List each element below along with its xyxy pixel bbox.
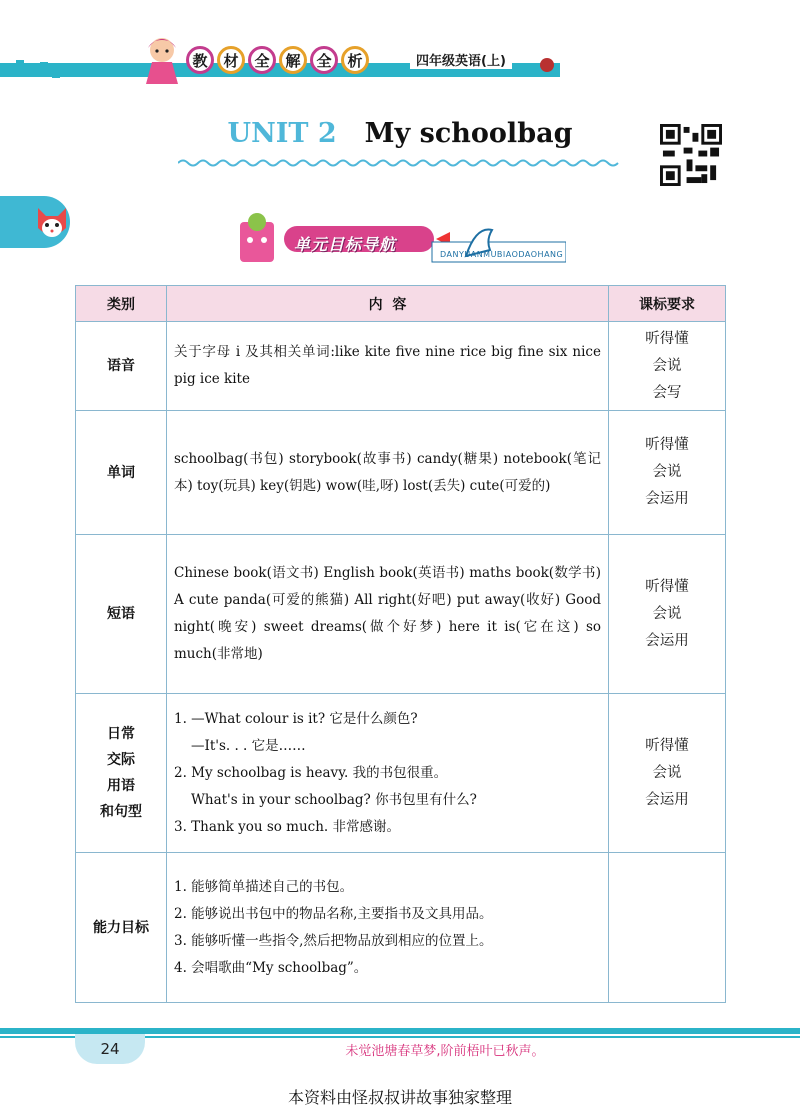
requirement-line: 听得懂 xyxy=(645,437,689,453)
category-line: 日常 xyxy=(107,726,135,742)
girl-mascot-icon xyxy=(140,34,184,86)
series-char: 解 xyxy=(279,46,307,74)
requirement-line: 会写 xyxy=(652,384,682,401)
page-number: 24 xyxy=(75,1034,145,1064)
table-header-row xyxy=(76,286,726,322)
series-char: 析 xyxy=(341,46,369,74)
requirement-line: 会说 xyxy=(652,764,682,781)
content-line: 3. Thank you so much. 非常感谢。 xyxy=(174,818,401,835)
requirement-line: 会运用 xyxy=(645,632,689,649)
category-line: 短语 xyxy=(107,606,135,622)
category-line: 能力目标 xyxy=(93,919,149,936)
source-notice: 本资料由怪叔叔讲故事独家整理 xyxy=(287,1088,512,1107)
requirement-line: 会说 xyxy=(652,605,682,622)
series-title xyxy=(186,46,369,76)
content-line: 2. My schoolbag is heavy. 我的书包很重。 xyxy=(174,764,448,781)
row-content xyxy=(167,694,609,853)
row-requirement xyxy=(609,694,726,853)
content-line: 关于字母 i 及其相关单词:like kite five nine rice big fine six nice pig ice kite xyxy=(174,344,601,387)
row-category xyxy=(76,322,167,411)
content-line: Chinese book(语文书) English book(英语书) maths book(数学书) A cute panda(可爱的熊猫) All right(好吧) put away(收好) Good night(晚安) sweet dreams(做个好梦) here it is(它在这) so much(非常地) xyxy=(174,565,601,662)
header-content: 内 容 xyxy=(167,286,609,322)
title-wave-divider xyxy=(178,158,624,168)
row-content xyxy=(167,853,609,1003)
requirement-line: 会说 xyxy=(652,357,682,374)
section-badge-label: 单元目标导航 xyxy=(294,235,397,254)
content-line: 4. 会唱歌曲“My schoolbag”。 xyxy=(174,959,368,976)
requirement-line: 会运用 xyxy=(645,491,689,507)
header-dot-icon xyxy=(540,58,554,72)
qr-code-icon[interactable] xyxy=(660,124,722,186)
row-category xyxy=(76,411,167,535)
row-category xyxy=(76,535,167,694)
header-requirement: 课标要求 xyxy=(609,286,726,322)
requirement-line: 听得懂 xyxy=(645,330,689,347)
table-row xyxy=(76,322,726,411)
table-row xyxy=(76,853,726,1003)
row-requirement xyxy=(609,853,726,1003)
table-row xyxy=(76,535,726,694)
row-requirement xyxy=(609,322,726,411)
requirement-line: 听得懂 xyxy=(645,737,689,754)
page-header xyxy=(0,30,800,90)
content-line: 1. 能够简单描述自己的书包。 xyxy=(174,878,354,895)
header-category: 类别 xyxy=(76,286,167,322)
category-line: 单词 xyxy=(107,464,135,481)
objectives-table xyxy=(75,285,726,1003)
row-requirement xyxy=(609,411,726,535)
content-line: What's in your schoolbag? 你书包里有什么? xyxy=(191,791,477,808)
unit-number: UNIT 2 xyxy=(227,118,337,149)
series-char: 材 xyxy=(217,46,245,74)
row-content xyxy=(167,411,609,535)
unit-name: My schoolbag xyxy=(364,118,573,149)
content-line: 1. —What colour is it? 它是什么颜色? xyxy=(174,710,418,727)
section-badge xyxy=(236,212,566,274)
fox-mascot-icon xyxy=(34,202,70,242)
content-line: 2. 能够说出书包中的物品名称,主要指书及文具用品。 xyxy=(174,905,493,922)
grade-label: 四年级英语(上) xyxy=(410,50,512,69)
series-char: 全 xyxy=(248,46,276,74)
series-char: 教 xyxy=(186,46,214,74)
table-row xyxy=(76,694,726,853)
table-row xyxy=(76,411,726,535)
content-line: schoolbag(书包) storybook(故事书) candy(糖果) notebook(笔记本) toy(玩具) key(钥匙) wow(哇,呀) lost(丢失) cute(可爱的) xyxy=(174,450,601,494)
content-line: —It's. . . 它是…… xyxy=(191,737,306,754)
row-category xyxy=(76,694,167,853)
series-char: 全 xyxy=(310,46,338,74)
row-requirement xyxy=(609,535,726,694)
section-badge-pinyin: DANYUANMUBIAODAOHANG xyxy=(440,250,564,259)
requirement-line: 听得懂 xyxy=(645,578,689,595)
category-line: 交际 xyxy=(107,752,135,768)
requirement-line: 会说 xyxy=(652,464,682,480)
category-line: 用语 xyxy=(107,778,135,794)
footer-motto: 未觉池塘春草梦,阶前梧叶已秋声。 xyxy=(345,1044,545,1059)
category-line: 和句型 xyxy=(100,804,142,820)
requirement-line: 会运用 xyxy=(645,791,689,808)
row-category xyxy=(76,853,167,1003)
content-line: 3. 能够听懂一些指令,然后把物品放到相应的位置上。 xyxy=(174,932,493,949)
row-content xyxy=(167,322,609,411)
row-content xyxy=(167,535,609,694)
category-line: 语音 xyxy=(107,358,135,374)
